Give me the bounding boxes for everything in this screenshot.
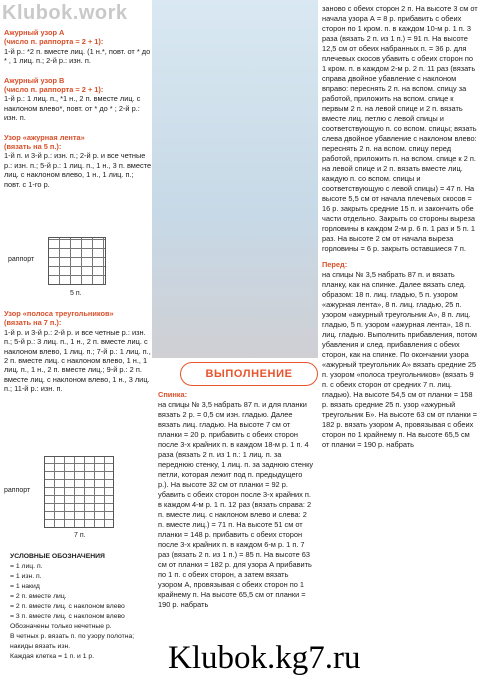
- photo-background: [152, 0, 318, 358]
- pattern-b-sub: (число п. раппорта = 2 + 1):: [4, 85, 104, 95]
- pattern-a: [4, 28, 152, 66]
- symbol-line: = 3 п. вместе лиц. с наклоном влево: [10, 613, 125, 620]
- watermark-top: Klubok.work: [2, 2, 128, 24]
- chart1-width-label: 5 п.: [70, 290, 82, 297]
- right-column: [322, 4, 478, 450]
- tri-title: Узор «полоса треугольников»: [4, 309, 114, 318]
- symbol-line: = 2 п. вместе лиц.: [10, 593, 67, 600]
- symbol-line: = 1 изн. п.: [10, 573, 42, 580]
- triangle-section: [4, 309, 152, 394]
- lace-sub: (вязать на 5 п.):: [4, 142, 62, 152]
- watermark-bottom: Klubok.kg7.ru: [168, 640, 361, 676]
- chart2-repeat-label: раппорт: [4, 487, 31, 494]
- left-column: [4, 28, 152, 193]
- back-title: Спинка:: [158, 390, 188, 399]
- tri-sub: (вязать на 7 п.):: [4, 318, 62, 328]
- back-text: на спицы № 3,5 набрать 87 п. и для планки вязать 2 р. = 0,5 см изн. гладью. Далее вязать лиц. гладью. На высоте 7 см от планки = 20 р. прибавить с обеих сторон после 3-х крайних п. в каждом 18-м р. 1 п. 4 раза (вязать 2 п. из 1 п.: 1 лиц. п. за переднюю стенку, 1 лиц. п. за заднюю стенку петли, которая лежит под п. предыдущего р.). На высоте 32 см от планки = 92 р. убавить с обеих сторон после 3-х крайних п. в каждом 4-м р. 1 п. 12 раз (вязать справа: 2 п. вместе лиц. с наклоном влево и слева: 2 п. вместе лиц.) = 71 п. На высоте 51 см от планки = 148 р. прибавить с обеих сторон после 3-х крайних п. в каждом 6-м р. 1 п. 7 раз (вязать 2 п. из 1 п.) = 85 п. На высоте 63 см от планки = 182 р. для узора А прибавить по 1 п. с обеих сторон, а затем вязать узором А, провязывая с обеих сторон по 1 крайнему п. На высоте 65,5 см от планки = 190 р. набрать: [158, 400, 314, 609]
- lace-row: 1-й п. и 3-й р.: изн. п.; 2-й р. и все четные р.: изн. п.; 5-й р.: 1 лиц. п., 1 н., 3 п. вместе лиц. с наклоном влево, 1 н., 1 лиц. п.; повт. с 1-го р.: [4, 151, 152, 189]
- chart2-width-label: 7 п.: [74, 532, 86, 539]
- right-text-continued: заново с обеих сторон 2 п. На высоте 3 см от начала узора А = 8 р. прибавить с обеих сторон по 1 кром. п. в каждом 10-м р. 1 п. 3 раза (вязать 2 п. из 1 п.) = 91 п. На высоте 12,5 см от обеих набранных п. = 36 р. для плечевых скосов убавить с обеих сторон по 1 кром. п. в каждом 2-м р. 2 п. 11 раз (вязать справа двойное убавление с наклоном вправо: переснять 2 п. на вспом. спицу за работой, приложить на вспом. спице к первым 2 п. на левой спице и 2 п. вязать вместе лиц. петлю с левой спицы и соответствующую п. со вспом. спицы; вязать слева двойное убавление с наклоном влево: переснять 2 п. на вспом. спицу перед работой, приложить п. на вспом. спице к 2 п. на левой спице и 2 п. вязать вместе лиц. каждую п. со вспом. спицы и соответствующую с левой спицы) = 47 п. На высоте 5,5 см от начала плечевых скосов = 16 р. закрыть средние 15 п. и закончить обе части отдельно. Закрыть со стороны выреза горловины в каждом 2-м р. 6 п. 1 раз и 5 п. 1 раз. На высоте 2 см от начала выреза горловины = 6 р. закрыть оставшиеся 7 п.: [322, 4, 478, 253]
- section-title-badge: ВЫПОЛНЕНИЕ: [180, 362, 318, 386]
- pattern-a-sub: (число п. раппорта = 2 + 1):: [4, 37, 104, 47]
- lace-pattern: [4, 133, 152, 189]
- symbol-line: = 1 накид: [10, 583, 40, 590]
- front-text: на спицы № 3,5 набрать 87 п. и вязать планку, как на спинке. Далее вязать след. образом: 18 п. лиц. гладью, 5 п. узором «ажурная лента», 8 п. лиц. гладью, 25 п. узором «ажурный треугольник А», 8 п. лиц. гладью, 5 п. узором «ажурная лента», 18 п. лиц. гладью. Выполнить прибавления, потом убавления и след. прибавления с обеих сторон, как на спинке. По окончании узора «ажурный треугольник А» вязать средние 25 п. узором «полоса треугольников» (вязать 9 п. с обеих сторон от средних 7 п. лиц. гладью). На высоте 54,5 см от планки = 158 р. вязать средние 25 п. узор «ажурный треугольник Б». На высоте 63 см от планки = 182 р. вязать узором А, провязывая с обеих сторон по 1 крайнему п. На высоте 65,5 см от планки = 190 р. набрать: [322, 270, 478, 449]
- chart1-repeat-label: раппорт: [8, 256, 35, 263]
- symbols-legend: [10, 552, 150, 662]
- symbol-line: В четных р. вязать п. по узору полотна; накиды вязать изн.: [10, 633, 135, 650]
- model-photo: [152, 0, 318, 358]
- pattern-b: [4, 76, 152, 123]
- lace-title: Узор «ажурная лента»: [4, 132, 85, 142]
- pattern-b-row: 1-й р.: 1 лиц. п., *1 н., 2 п. вместе лиц. с наклоном влево*, повт. от * до * ; 2-й р.: изн. п.: [4, 94, 141, 123]
- middle-column: [158, 390, 314, 610]
- symbol-line: = 2 п. вместе лиц. с наклоном влево: [10, 603, 125, 610]
- pattern-a-title: Ажурный узор А: [4, 28, 65, 37]
- triangle-chart: [44, 456, 114, 528]
- tri-row: 1-й р. и 3-й р.: 2-й р. и все четные р.: изн. п.; 5-й р.: 3 лиц. п., 1 н., 2 п. вместе лиц. с наклоном влево, 1 лиц. п.; 7-й р.: 1 лиц. п., 2 п. вместе лиц. с наклоном влево, 1 н., 1 лиц. п., 1 н., 2 п. вместе лиц.; 9-й р.: 2 п. вместе лиц. с наклоном влево, 1 н., 3 лиц. п.; 11-й р.: изн. п.: [4, 327, 151, 394]
- symbol-line: = 1 лиц. п.: [10, 563, 43, 570]
- symbol-line: Обозначены только нечетные р.: [10, 623, 112, 630]
- symbols-title: УСЛОВНЫЕ ОБОЗНАЧЕНИЯ: [10, 553, 105, 560]
- front-title: Перед:: [322, 260, 348, 269]
- pattern-b-title: Ажурный узор В: [4, 75, 65, 85]
- pattern-a-row: 1-й р.: *2 п. вместе лиц. (1 н.*, повт. от * до * , 1 лиц. п.; 2-й р.: изн. п.: [4, 46, 151, 66]
- symbol-line: Каждая клетка = 1 п. и 1 р.: [10, 653, 95, 660]
- lace-chart: [48, 237, 106, 285]
